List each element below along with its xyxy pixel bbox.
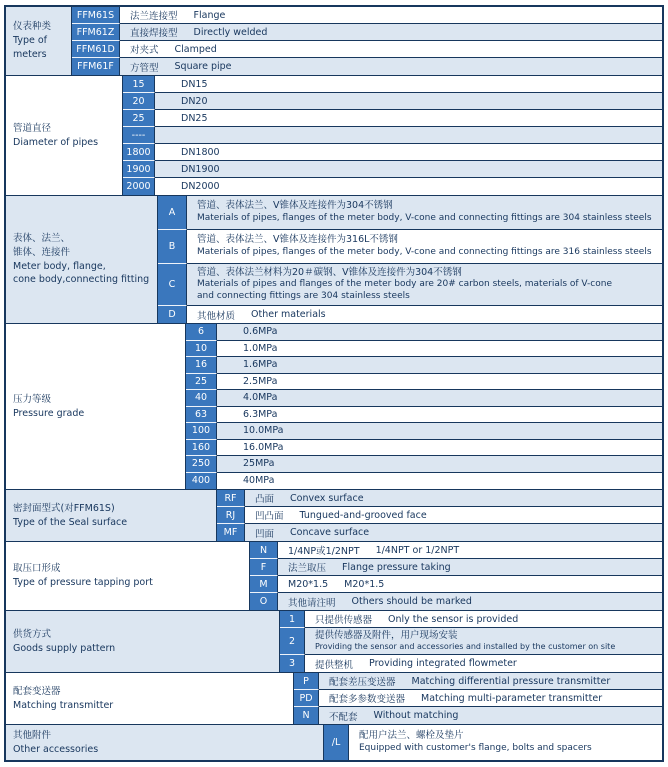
- desc-text-zh: 1/4NP或1/2NPT: [288, 546, 360, 557]
- section-label-line: 表体、法兰、: [13, 232, 71, 244]
- code-cell: PD: [294, 690, 319, 707]
- section-label-line: Diameter of pipes: [13, 136, 99, 148]
- desc-text-en: DN1800: [181, 146, 220, 158]
- code-cell: 3: [280, 655, 305, 672]
- desc-text-en: Providing integrated flowmeter: [369, 658, 517, 669]
- section-label-line: Other accessories: [13, 743, 99, 755]
- section-type-of-meters: [6, 7, 662, 76]
- code-cell: F: [250, 559, 278, 576]
- table-row: [250, 542, 662, 559]
- code-cell: O: [250, 593, 278, 610]
- code-cell: 20: [123, 93, 155, 110]
- desc-text-en: 0.6MPa: [243, 326, 278, 338]
- desc-cell: [319, 690, 662, 707]
- section-label-line: Type of the Seal surface: [13, 516, 128, 528]
- code-cell: 25: [186, 374, 217, 391]
- table-row: [72, 58, 662, 75]
- section-rows: [324, 725, 662, 760]
- desc-text-en: Directly welded: [193, 26, 268, 38]
- table-row: [294, 673, 662, 690]
- desc-text-zh: 凹凸面: [255, 511, 284, 522]
- desc-text-en: DN20: [181, 95, 208, 107]
- desc-text-en: Convex surface: [290, 492, 364, 504]
- desc-cell: [217, 456, 662, 473]
- code-cell: 15: [123, 76, 155, 93]
- desc-text-zh: 管道、表体法兰材料为20＃碳钢、V锥体及连接件为304不锈钢: [197, 266, 462, 278]
- desc-text-en: DN15: [181, 78, 208, 90]
- desc-cell: [155, 76, 662, 93]
- model-selection-table: [4, 5, 664, 762]
- section-pressure-tapping-port: [6, 542, 662, 611]
- table-row: [72, 41, 662, 58]
- section-label-line: 锥体、连接件: [13, 246, 71, 258]
- table-row: [186, 341, 662, 358]
- desc-cell: [155, 178, 662, 195]
- section-label-goods-supply-pattern: [6, 611, 280, 672]
- desc-text-en: 2.5MPa: [243, 375, 278, 387]
- desc-cell: [155, 144, 662, 161]
- desc-cell: [155, 161, 662, 178]
- table-row: [123, 127, 662, 144]
- section-label-line: 管道直径: [13, 122, 52, 134]
- table-row: [186, 357, 662, 374]
- code-cell: B: [158, 230, 187, 264]
- code-cell: FFM61S: [72, 7, 120, 24]
- section-label-pressure-tapping-port: [6, 542, 250, 610]
- code-cell: N: [294, 707, 319, 724]
- table-row: [123, 93, 662, 110]
- desc-text-en: 4.0MPa: [243, 392, 278, 404]
- code-cell: RF: [217, 490, 245, 507]
- desc-cell: [217, 357, 662, 374]
- code-cell: 40: [186, 390, 217, 407]
- section-label-line: 其他附件: [13, 729, 52, 741]
- section-label-line: 压力等级: [13, 393, 52, 405]
- desc-text-zh: M20*1.5: [288, 578, 329, 590]
- table-row: [280, 655, 662, 672]
- section-goods-supply-pattern: [6, 611, 662, 673]
- desc-text-en: 25MPa: [243, 458, 275, 470]
- desc-text-en: Matching differential pressure transmitter: [411, 675, 611, 687]
- table-row: [324, 725, 662, 760]
- desc-cell: [245, 490, 662, 507]
- desc-text-zh: 凸面: [255, 494, 275, 505]
- desc-cell: [120, 7, 662, 24]
- desc-text-en: Tungued-and-grooved face: [299, 509, 427, 521]
- code-cell: 1900: [123, 161, 155, 178]
- desc-text-zh: 法兰连接型: [130, 11, 178, 22]
- desc-cell: [278, 542, 662, 559]
- section-meter-body-materials: [6, 196, 662, 324]
- table-row: [250, 593, 662, 610]
- table-row: [186, 407, 662, 424]
- code-cell: 160: [186, 440, 217, 457]
- desc-cell: [187, 196, 662, 230]
- desc-cell: [305, 628, 662, 655]
- desc-cell: [155, 110, 662, 127]
- desc-text-en: Others should be marked: [351, 596, 472, 607]
- section-other-accessories: [6, 725, 662, 760]
- code-cell: FFM61D: [72, 41, 120, 58]
- desc-text-en: 6.3MPa: [243, 408, 278, 420]
- desc-text-zh: 管道、表体法兰、V锥体及连接件为316L不锈钢: [197, 234, 398, 246]
- code-cell: 25: [123, 110, 155, 127]
- desc-cell: [217, 341, 662, 358]
- desc-text-en: Materials of pipes, flanges of the meter body, V-cone and connecting fittings are 316 stainless steels: [197, 246, 652, 257]
- desc-text-en: 16.0MPa: [243, 441, 284, 453]
- desc-text-en: Matching multi-parameter transmitter: [421, 692, 603, 704]
- desc-cell: [245, 507, 662, 524]
- section-seal-surface: [6, 490, 662, 542]
- desc-text-zh: 配套差压变送器: [329, 677, 396, 688]
- section-label-matching-transmitter: [6, 673, 294, 724]
- desc-cell: [217, 407, 662, 424]
- desc-text-en: Materials of pipes, flanges of the meter body, V-cone and connecting fittings are 304 stainless steels: [197, 212, 652, 223]
- code-cell: 10: [186, 341, 217, 358]
- table-row: [158, 196, 662, 230]
- table-row: [123, 76, 662, 93]
- desc-text-en: DN25: [181, 112, 208, 124]
- section-label-diameter-of-pipes: [6, 76, 123, 195]
- desc-text-zh: 直接焊接型: [130, 28, 178, 39]
- desc-text-en2: and connecting fittings are 304 stainless steels: [197, 290, 410, 301]
- section-rows: [158, 196, 662, 323]
- desc-cell: [349, 725, 662, 760]
- desc-text-en: Concave surface: [290, 527, 370, 538]
- table-row: [123, 110, 662, 127]
- desc-cell: [120, 24, 662, 41]
- desc-text-zh: 凹面: [255, 528, 275, 540]
- code-cell: 63: [186, 407, 217, 424]
- desc-cell: [187, 230, 662, 264]
- code-cell: MF: [217, 524, 245, 541]
- section-label-line: Matching transmitter: [13, 699, 114, 711]
- table-row: [186, 473, 662, 490]
- desc-cell: [120, 41, 662, 58]
- section-label-line: Type of pressure tapping port: [13, 577, 153, 588]
- table-row: [217, 507, 662, 524]
- section-pressure-grade: [6, 324, 662, 490]
- section-label-line: 密封面型式(对FFM61S): [13, 502, 115, 514]
- desc-cell: [217, 390, 662, 407]
- table-row: [294, 690, 662, 707]
- desc-text-zh: 只提供传感器: [315, 615, 373, 626]
- code-cell: 1800: [123, 144, 155, 161]
- table-row: [158, 306, 662, 323]
- section-label-pressure-grade: [6, 324, 186, 489]
- desc-text-en: DN1900: [181, 163, 220, 175]
- code-cell: 2: [280, 628, 305, 655]
- table-row: [250, 559, 662, 576]
- desc-cell: [187, 306, 662, 323]
- desc-text-en: Other materials: [251, 309, 326, 320]
- table-row: [250, 576, 662, 593]
- desc-text-zh: 不配套: [329, 711, 358, 723]
- code-cell: 6: [186, 324, 217, 341]
- table-row: [72, 24, 662, 41]
- code-cell: ----: [123, 127, 155, 144]
- table-row: [72, 7, 662, 24]
- desc-cell: [305, 611, 662, 628]
- desc-text-zh: 其他材质: [197, 310, 236, 322]
- section-rows: [186, 324, 662, 489]
- code-cell: 1: [280, 611, 305, 628]
- desc-cell: [155, 93, 662, 110]
- desc-cell: [278, 559, 662, 576]
- desc-text-en: 1.6MPa: [243, 359, 278, 371]
- section-label-line: 供货方式: [13, 628, 52, 640]
- table-row: [217, 524, 662, 541]
- code-cell: C: [158, 264, 187, 306]
- desc-text-zh: 管道、表体法兰、V锥体及连接件为304不锈钢: [197, 200, 393, 212]
- table-row: [294, 707, 662, 724]
- desc-cell: [155, 127, 662, 144]
- desc-cell: [319, 707, 662, 724]
- desc-text-zh: 提供传感器及附件，用户现场安装: [315, 629, 458, 641]
- code-cell: 400: [186, 473, 217, 490]
- desc-cell: [217, 423, 662, 440]
- table-row: [158, 230, 662, 264]
- desc-cell: [120, 58, 662, 75]
- table-row: [186, 440, 662, 457]
- desc-text-en: Without matching: [373, 710, 459, 721]
- desc-text-en: Flange: [193, 9, 226, 21]
- desc-cell: [245, 524, 662, 541]
- code-cell: D: [158, 306, 187, 323]
- section-diameter-of-pipes: [6, 76, 662, 196]
- section-label-line: 仪表种类: [13, 21, 52, 33]
- section-label-line: meters: [13, 48, 47, 60]
- desc-text-en: 1.0MPa: [243, 342, 278, 354]
- section-rows: [250, 542, 662, 610]
- desc-text-en: M20*1.5: [344, 578, 385, 590]
- desc-text-en: DN2000: [181, 181, 220, 192]
- code-cell: RJ: [217, 507, 245, 524]
- code-cell: /L: [324, 725, 349, 760]
- desc-cell: [278, 593, 662, 610]
- desc-cell: [217, 473, 662, 490]
- code-cell: 250: [186, 456, 217, 473]
- desc-text-en: 10.0MPa: [243, 425, 284, 437]
- desc-text-en: Materials of pipes and flanges of the meter body are 20# carbon steels, materials of V-cone: [197, 278, 613, 289]
- desc-text-en: Square pipe: [174, 61, 232, 72]
- section-label-line: Meter body, flange,: [13, 260, 106, 272]
- desc-cell: [217, 374, 662, 391]
- desc-text-en: Only the sensor is provided: [388, 613, 519, 625]
- section-label-line: Pressure grade: [13, 407, 85, 419]
- section-matching-transmitter: [6, 673, 662, 725]
- table-row: [123, 178, 662, 195]
- desc-text-zh: 对夹式: [130, 45, 159, 56]
- section-rows: [280, 611, 662, 672]
- table-row: [186, 374, 662, 391]
- desc-text-zh: 其他请注明: [288, 597, 336, 609]
- desc-cell: [187, 264, 662, 306]
- section-label-line: 配套变送器: [13, 685, 61, 697]
- code-cell: FFM61F: [72, 58, 120, 75]
- section-label-other-accessories: [6, 725, 324, 760]
- desc-text-en: 40MPa: [243, 475, 275, 487]
- desc-cell: [278, 576, 662, 593]
- desc-text-en: Equipped with customer's flange, bolts and spacers: [359, 742, 592, 753]
- section-rows: [217, 490, 662, 541]
- code-cell: 100: [186, 423, 217, 440]
- section-label-line: 取压口形成: [13, 563, 61, 575]
- desc-cell: [217, 324, 662, 341]
- section-rows: [123, 76, 662, 195]
- section-label-line: Goods supply pattern: [13, 642, 116, 654]
- desc-text-zh: 配套多参数变送器: [329, 694, 406, 705]
- table-row: [280, 611, 662, 628]
- table-row: [123, 161, 662, 178]
- desc-text-en: 1/4NPT or 1/2NPT: [375, 544, 460, 556]
- desc-cell: [319, 673, 662, 690]
- code-cell: N: [250, 542, 278, 559]
- section-label-meter-body-materials: [6, 196, 158, 323]
- code-cell: 2000: [123, 178, 155, 195]
- code-cell: M: [250, 576, 278, 593]
- code-cell: A: [158, 196, 187, 230]
- section-label-type-of-meters: [6, 7, 72, 75]
- desc-text-en: Providing the sensor and accessories and installed by the customer on site: [315, 641, 616, 651]
- desc-text-en: Flange pressure taking: [342, 561, 451, 573]
- desc-text-zh: 法兰取压: [288, 563, 327, 574]
- table-row: [186, 390, 662, 407]
- code-cell: P: [294, 673, 319, 690]
- table-row: [280, 628, 662, 655]
- section-label-line: cone body,connecting fitting: [13, 274, 150, 286]
- table-row: [217, 490, 662, 507]
- desc-text-zh: 配用户法兰、螺栓及垫片: [359, 730, 464, 742]
- table-row: [123, 144, 662, 161]
- section-rows: [294, 673, 662, 724]
- desc-cell: [217, 440, 662, 457]
- table-row: [186, 324, 662, 341]
- desc-text-zh: 方管型: [130, 62, 159, 74]
- table-row: [186, 456, 662, 473]
- section-label-seal-surface: [6, 490, 217, 541]
- section-rows: [72, 7, 662, 75]
- desc-cell: [305, 655, 662, 672]
- desc-text-zh: 提供整机: [315, 659, 354, 671]
- desc-text-en: Clamped: [174, 43, 217, 55]
- table-row: [158, 264, 662, 306]
- code-cell: FFM61Z: [72, 24, 120, 41]
- code-cell: 16: [186, 357, 217, 374]
- table-row: [186, 423, 662, 440]
- section-label-line: Type of: [13, 35, 47, 47]
